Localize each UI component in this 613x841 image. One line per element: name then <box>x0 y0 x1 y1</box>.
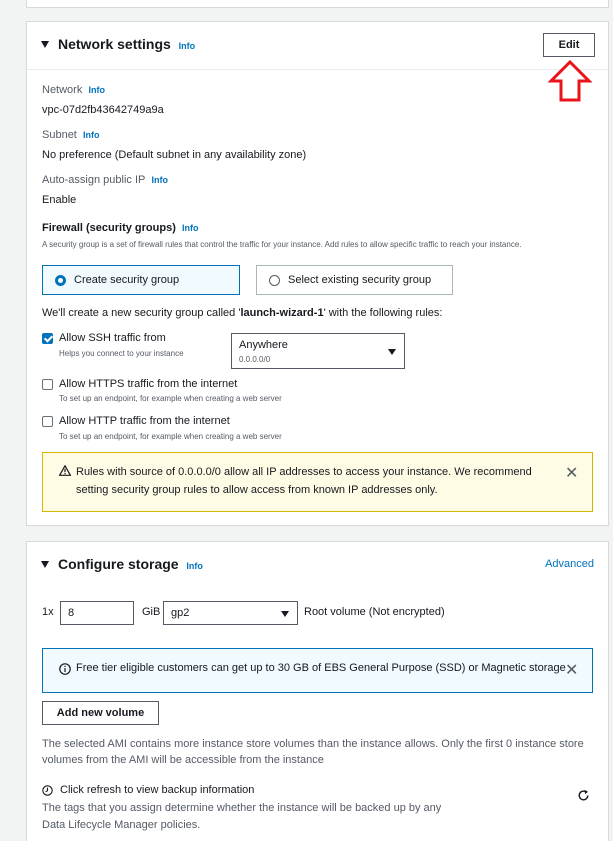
https-rule-description: To set up an endpoint, for example when creating a web server <box>59 394 282 403</box>
configure-storage-title-text: Configure storage <box>58 556 179 572</box>
info-circle-icon <box>59 663 71 675</box>
network-settings-header[interactable] <box>27 22 608 70</box>
wizard-prefix: We'll create a new security group called ' <box>42 307 241 319</box>
volume-size-input[interactable]: 8 <box>60 601 134 625</box>
firewall-info-link[interactable]: Info <box>182 223 199 233</box>
advanced-link[interactable]: Advanced <box>545 558 594 570</box>
previous-panel-edge <box>26 0 609 8</box>
info-link[interactable]: Info <box>178 41 196 51</box>
free-tier-text: Free tier eligible customers can get up to 30 GB of EBS General Purpose (SSD) or Magnetic storage <box>76 662 566 674</box>
ssh-rule-label: Allow SSH traffic from <box>59 332 166 344</box>
network-info-link[interactable]: Info <box>88 85 105 95</box>
close-icon[interactable]: ✕ <box>565 662 579 679</box>
ssh-source-value: Anywhere <box>239 339 288 351</box>
ssh-rule-description: Helps you connect to your instance <box>59 349 184 358</box>
firewall-heading <box>42 222 199 234</box>
radio-selected-icon[interactable] <box>55 275 66 286</box>
ami-note: The selected AMI contains more instance store volumes than the instance allows. Only the first 0 instance store volumes from the AMI will be accessible from the instance <box>42 738 584 766</box>
http-rule-description: To set up an endpoint, for example when creating a web server <box>59 432 282 441</box>
free-tier-alert <box>42 648 593 693</box>
close-icon[interactable]: ✕ <box>565 465 579 482</box>
wizard-sentence <box>42 307 442 319</box>
network-settings-title <box>58 36 195 52</box>
configure-storage-title <box>58 556 203 572</box>
chevron-down-icon <box>281 611 289 617</box>
radio-unselected-icon[interactable] <box>269 275 280 286</box>
configure-storage-panel <box>26 541 609 841</box>
backup-description: The tags that you assign determine whether the instance will be backed up by any Data Lifecycle Manager policies. <box>42 802 442 831</box>
security-group-name: launch-wizard-1 <box>240 307 324 319</box>
annotation-arrow-icon <box>548 60 592 102</box>
wizard-suffix: ' with the following rules: <box>323 307 443 319</box>
subnet-label <box>42 129 100 141</box>
clock-icon <box>42 785 53 796</box>
public-ip-label-text: Auto-assign public IP <box>42 174 146 186</box>
collapse-caret-icon[interactable] <box>41 561 49 568</box>
radio-select-existing-group[interactable] <box>256 265 453 295</box>
network-label-text: Network <box>42 84 83 96</box>
public-ip-info-link[interactable]: Info <box>151 175 168 185</box>
volume-type-select[interactable] <box>163 601 298 625</box>
subnet-value: No preference (Default subnet in any availability zone) <box>42 149 307 161</box>
chevron-down-icon <box>388 349 396 355</box>
ssh-cidr-value: 0.0.0.0/0 <box>239 355 271 364</box>
ssh-checkbox[interactable] <box>42 333 53 344</box>
info-link[interactable]: Info <box>186 561 203 571</box>
radio-select-label: Select existing security group <box>288 274 432 286</box>
https-checkbox[interactable] <box>42 379 53 390</box>
network-settings-title-text: Network settings <box>58 36 171 52</box>
root-volume-label: Root volume (Not encrypted) <box>304 606 445 618</box>
subnet-info-link[interactable]: Info <box>83 130 100 140</box>
collapse-caret-icon[interactable] <box>41 41 49 48</box>
http-rule-label: Allow HTTP traffic from the internet <box>59 415 230 427</box>
firewall-description: A security group is a set of firewall rules that control the traffic for your instance. Add rules to allow specific traffic to reach your instance. <box>42 240 522 249</box>
firewall-title: Firewall (security groups) <box>42 222 176 234</box>
backup-title: Click refresh to view backup information <box>60 784 255 796</box>
configure-storage-header[interactable] <box>27 542 608 590</box>
edit-button[interactable]: Edit <box>543 33 595 57</box>
add-new-volume-button[interactable]: Add new volume <box>42 701 159 725</box>
http-checkbox[interactable] <box>42 416 53 427</box>
warning-icon <box>59 465 71 476</box>
network-settings-panel <box>26 21 609 526</box>
public-ip-label <box>42 174 168 186</box>
volume-count: 1x <box>42 606 54 618</box>
https-rule-label: Allow HTTPS traffic from the internet <box>59 378 238 390</box>
volume-type-value: gp2 <box>171 607 190 619</box>
network-label <box>42 84 105 96</box>
ssh-source-select[interactable] <box>231 333 405 369</box>
warning-alert <box>42 452 593 512</box>
warning-text: Rules with source of 0.0.0.0/0 allow all IP addresses to access your instance. We recommend setting security group rules to allow access from known IP addresses only. <box>76 466 532 496</box>
radio-create-label: Create security group <box>74 274 180 286</box>
radio-create-security-group[interactable] <box>42 265 240 295</box>
public-ip-value: Enable <box>42 194 77 206</box>
refresh-icon[interactable] <box>577 789 590 802</box>
network-value: vpc-07d2fb43642749a9a <box>42 104 164 116</box>
subnet-label-text: Subnet <box>42 129 77 141</box>
volume-size-unit: GiB <box>142 606 161 618</box>
